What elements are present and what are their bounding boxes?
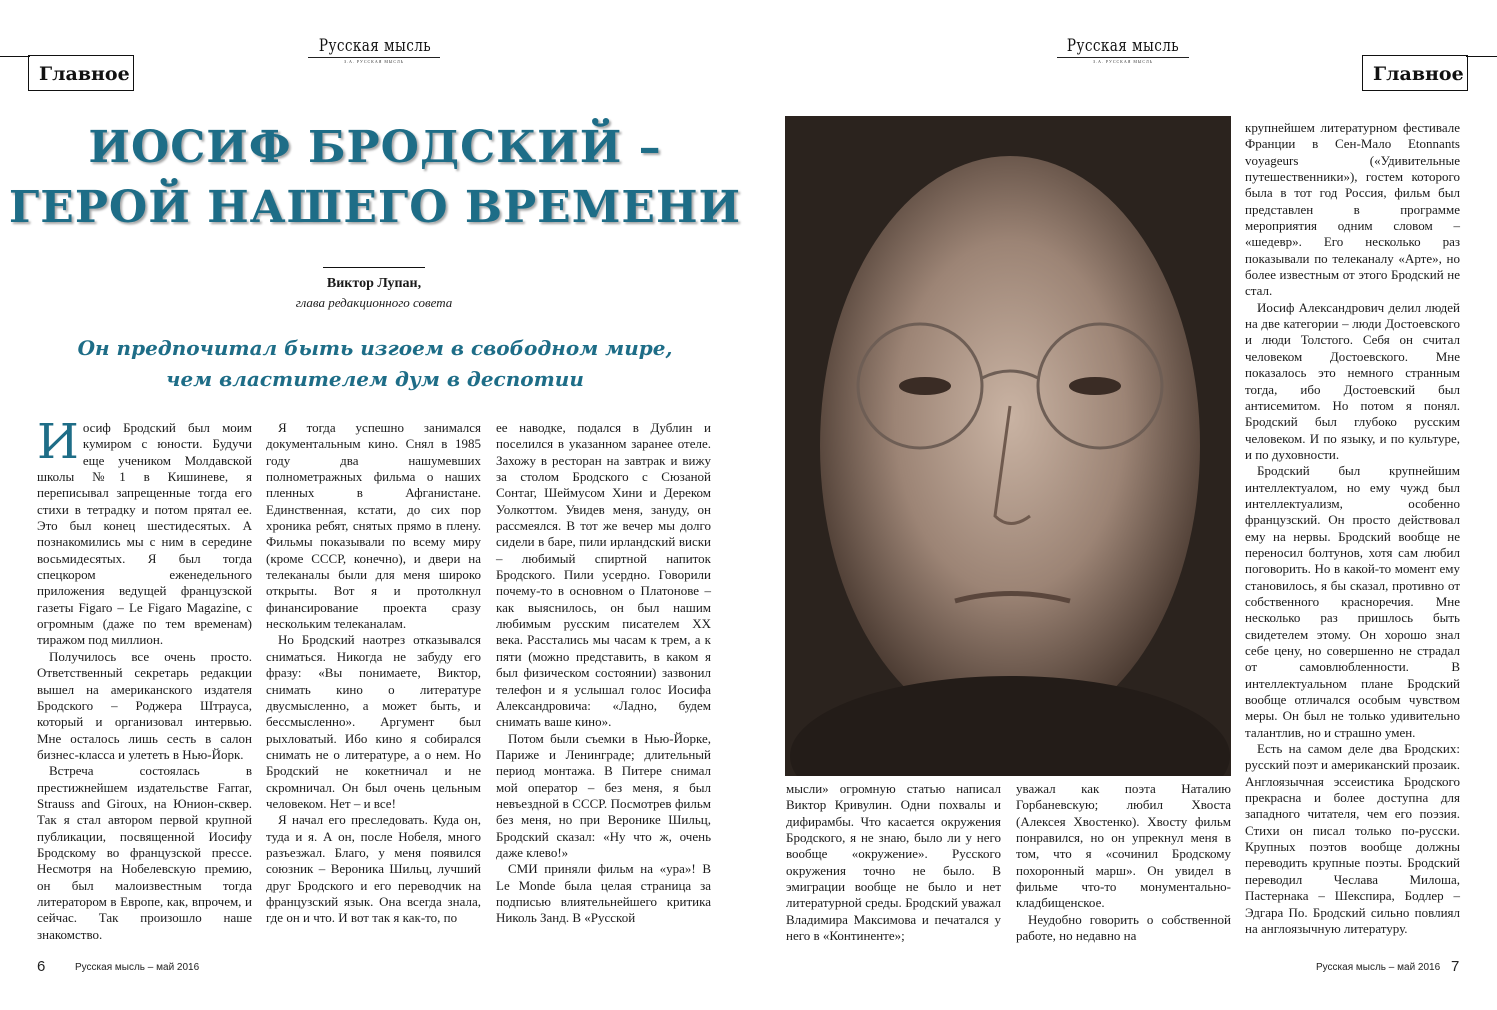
paragraph: ее наводке, подался в Дублин и поселился в указанном заранее отеле. Захожу в ресторан на завтрак и вижу за столом Бродского с Сюзаной Сонтаг, Шеймусом Хини и Дереком Уолкоттом. Увидев меня, зануду, он рассмеялся. В тот же вечер мы долго сидели в баре, пили ирландский виски – любимый спиртной напиток Бродского. Пили усердно. Говорили почему-то в основном о Платонове – как выяснилось, он был нашим любимым русским писателем XX века. Расстались мы часам к трем, а к пяти (можно представить, в каком я был физическом состоянии) зазвонил телефон и я услышал голос Иосифа Александровича: «Ладно, будем снимать ваше кино». <box>496 420 711 730</box>
paragraph: крупнейшем литературном фестивале Франции в Сен-Мало Etonnants voyageurs («Удивительные путешественники»), гостем которого была в тот год Россия, фильм был представлен в программе мероприятия одним словом – «шедевр». Его несколько раз показывали по телеканалу «Арте», но более известным от этого Бродский не стал. <box>1245 120 1460 299</box>
section-rule-right <box>1466 56 1497 57</box>
right-column-1 <box>786 781 1001 944</box>
article-title <box>0 118 750 238</box>
lead-line-1: Он предпочитал быть изгоем в свободном мире, <box>77 336 673 360</box>
drop-cap: И <box>37 414 79 470</box>
title-line-1: ИОСИФ БРОДСКИЙ – <box>88 122 662 173</box>
masthead-left: Русская мысль <box>318 36 432 56</box>
left-column-2 <box>266 420 481 927</box>
portrait-illustration <box>785 116 1231 776</box>
masthead-right: Русская мысль <box>1066 36 1180 56</box>
lead-subtitle <box>60 333 690 395</box>
paragraph: Получилось все очень просто. Ответственный секретарь редакции вышел на американского издателя Бродского – Роджера Штрауса, который и организовал интервью. Мне осталось лишь сесть в салон бизнес-класса и улететь в Нью-Йорк. <box>37 648 252 762</box>
masthead-underline-left <box>308 57 440 58</box>
right-column-2 <box>1016 781 1231 944</box>
footer-right: Русская мысль – май 2016 <box>1316 962 1441 973</box>
author-name: Виктор Лупан, <box>326 276 422 291</box>
title-line-2: ГЕРОЙ НАШЕГО ВРЕМЕНИ <box>8 182 742 233</box>
paragraph: Неудобно говорить о собственной работе, но недавно на <box>1016 911 1231 944</box>
paragraph: Встреча состоялась в престижнейшем издательстве Farrar, Strauss and Giroux, на Юнион-сквер. Так я стал автором первой крупной публикации, посвященной Иосифу Бродскому во французской прессе. Несмотря на Нобелевскую премию, он был малоизвестным тогда литератором в Европе, как, впрочем, и сейчас. Так произошло наше знакомство. <box>37 763 252 942</box>
portrait-photo <box>785 116 1231 776</box>
paragraph: осиф Бродский был моим кумиром с юности. Будучи еще учеником Молдавской школы №1 в Кишиневе, я переписывал запрещенные тогда его стихи в тетрадку и потом прятал ее. Это был конец шестидесятых. А познакомились мы с ним в середине восьмидесятых. Я был тогда спецкором еженедельного приложения ведущей французской газеты Figaro – Le Figaro Magazine, с огромным (даже по тем временам) тиражом под миллион. <box>37 420 252 648</box>
paragraph: Бродский был крупнейшим интеллектуалом, но ему чужд был интеллектуализм, особенно французский. Он просто действовал ему на нервы. Бродский вообще не переносил болтунов, хотя сам любил поговорить. Но в какой-то момент ему становилось, я бы сказал, противно от собственного красноречия. Мне несколько раз пришлось быть свидетелем этому. Он хорошо знал себе цену, но совершенно не страдал от самовлюбленности. В интеллектуальном плане Бродский вообще отличался особым чувством меры. Он был не только удивительно талантлив, но и страшно умен. <box>1245 463 1460 740</box>
paragraph: Иосиф Александрович делил людей на две категории – люди Достоевского и люди Толстого. Себя он считал человеком Достоевского. Мне показалось это немного странным тогда, ибо Достоевский был антисемитом. Но потом я понял. Бродский был глубоко русским человеком. И по языку, и по культуре, и по духовности. <box>1245 299 1460 462</box>
paragraph: Я начал его преследовать. Куда он, туда и я. А он, после Нобеля, много разъезжал. Благо, у меня появился союзник – Вероника Шильц, лучший друг Бродского и его переводчик на французский язык. Она всегда знала, где он и что. И вот так я как-то, по <box>266 812 481 926</box>
author-role: глава редакционного совета <box>295 295 453 310</box>
page-number-left: 6 <box>37 958 46 975</box>
section-tab-right: Главное <box>1362 55 1468 91</box>
section-tab-left: Главное <box>28 55 134 91</box>
masthead-sub-left: З.А. РУССКАЯ МЫСЛЬ <box>343 59 405 64</box>
left-column-3 <box>496 420 711 927</box>
page-number-right: 7 <box>1451 958 1460 975</box>
paragraph: уважал как поэта Наталию Горбаневскую; любил Хвоста (Алексея Хвостенко). Хвосту фильм понравился, но он упрекнул меня в том, что я «сочинил Бродскому похоронный марш». Он увидел в фильме что-то монументально-кладбищенское. <box>1016 781 1231 911</box>
masthead-sub-right: З.А. РУССКАЯ МЫСЛЬ <box>1092 59 1154 64</box>
footer-left: Русская мысль – май 2016 <box>75 962 200 973</box>
masthead-underline-right <box>1057 57 1189 58</box>
paragraph: СМИ приняли фильм на «ура»! В Le Monde была целая страница за подписью влиятельнейшего критика Николь Занд. В «Русской <box>496 861 711 926</box>
paragraph: мысли» огромную статью написал Виктор Кривулин. Одни похвалы и дифирамбы. Что касается окружения Бродского, я не знаю, было ли у него вообще «окружение». Русского окружения точно не было. В эмиграции вообще не было и нет литературной среды. Бродский уважал Владимира Максимова и печатался у него в «Континенте»; <box>786 781 1001 944</box>
paragraph: Но Бродский наотрез отказывался сниматься. Никогда не забуду его фразу: «Вы понимаете, Виктор, снимать кино о литературе двусмысленно, а может быть, и бессмысленно». Аргумент был рыхловатый. Ибо кино я собирался снимать не о литературе, а о нем. Но Бродский не кокетничал и не скромничал. Он был очень цельным человеком. Нет – и все! <box>266 632 481 811</box>
paragraph: Потом были съемки в Нью-Йорке, Париже и Ленинграде; длительный период монтажа. В Питере снимал мой оператор – без меня, я был невъездной в СССР. Посмотрев фильм без меня, но при Веронике Шильц, Бродский сказал: «Ну что ж, очень даже клево!» <box>496 730 711 860</box>
author-rule <box>323 267 425 268</box>
left-column-1 <box>37 414 252 943</box>
section-rule-left <box>0 56 30 57</box>
paragraph: Я тогда успешно занимался документальным кино. Снял в 1985 году два нашумевших полнометражных фильма о наших пленных в Афганистане. Единственная, кстати, до сих пор хроника ребят, снятых прямо в плену. Фильмы показывали по всему миру (кроме СССР, конечно), и двери на телеканалы были для меня широко открыты. Вот я и протолкнул финансирование проекта сразу нескольким телеканалам. <box>266 420 481 632</box>
paragraph: Есть на самом деле два Бродских: русский поэт и американский прозаик. Англоязычная эссеистика Бродского прекрасна и более доступна для западного читателя, чем его поэзия. Стихи он писал только по-русски. Крупных поэтов вообще должны переводить крупные поэты. Бродский переводил Чеслава Милоша, Пастернака – Шекспира, Бодлер – Эдгара По. Бродский сильно повлиял на англоязычную литературу. <box>1245 741 1460 936</box>
right-column-3 <box>1245 120 1460 937</box>
lead-line-2: чем властителем дум в деспотии <box>166 367 584 391</box>
